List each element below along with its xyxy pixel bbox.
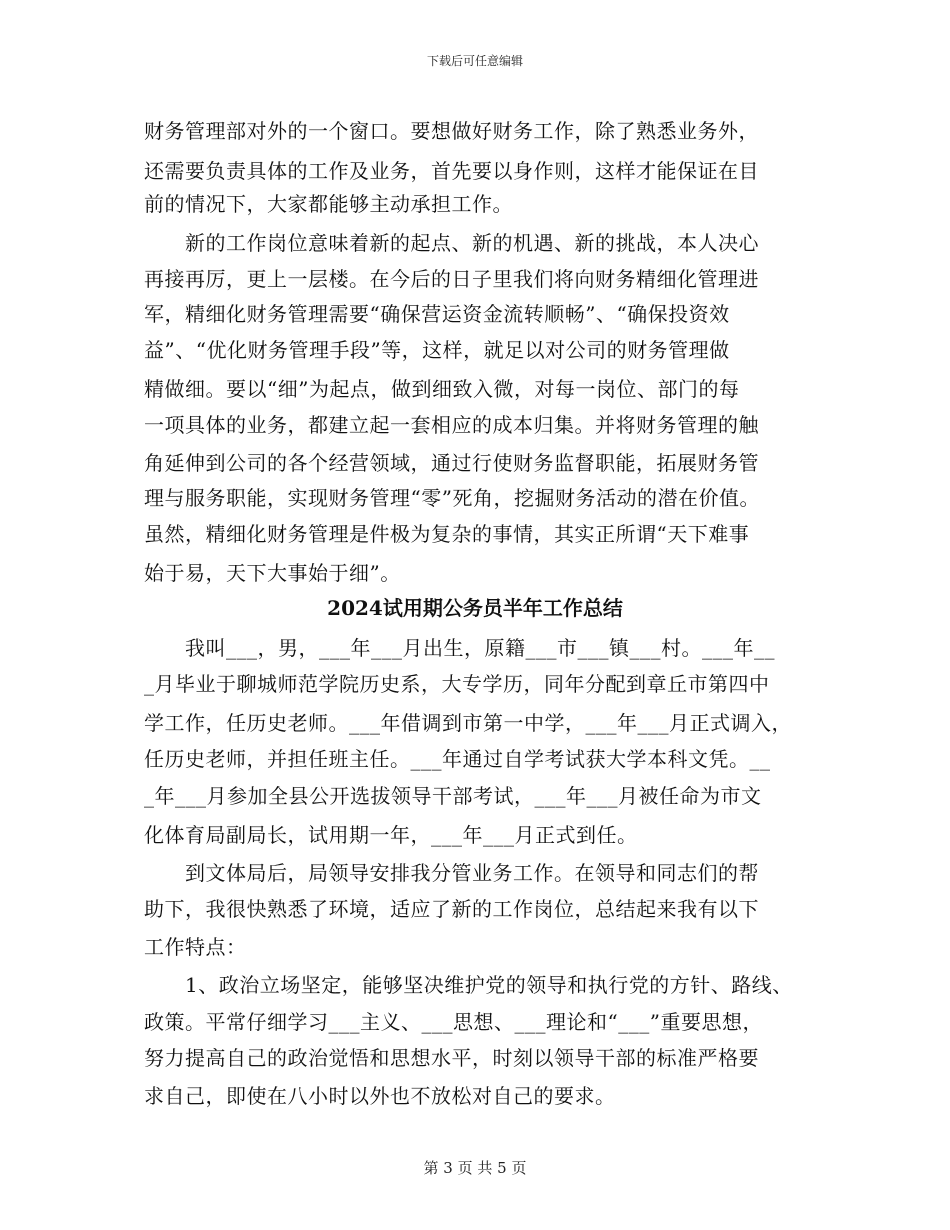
text-line: _月毕业于聊城师范学院历史系，大专学历，同年分配到章丘市第四中 <box>144 672 770 696</box>
page-header: 下载后可任意编辑 <box>426 54 523 68</box>
text-line: 努力提高自己的政治觉悟和思想水平，时刻以领导干部的标准严格要 <box>144 1046 759 1070</box>
text-line: 1、政治立场坚定，能够坚决维护党的领导和执行党的方针、路线、 <box>144 973 793 997</box>
text-line: 学工作，任历史老师。___年借调到市第一中学，___年___月正式调入， <box>144 711 792 735</box>
text-line: 政策。平常仔细学习___主义、___思想、___理论和“___”重要思想， <box>144 1010 763 1034</box>
text-line: 求自己，即使在八小时以外也不放松对自己的要求。 <box>144 1084 616 1108</box>
text-line: 助下，我很快熟悉了环境，适应了新的工作岗位，总结起来我有以下 <box>144 897 759 921</box>
text-line: 我叫___，男，___年___月出生，原籍___市___镇___村。___年__ <box>144 636 775 660</box>
text-line: 精做细。要以“细”为起点，做到细致入微，对每一岗位、部门的每 <box>144 377 740 401</box>
text-line: 还需要负责具体的工作及业务，首先要以身作则，这样才能保证在目 <box>144 159 759 183</box>
section-title: 2024试用期公务员半年工作总结 <box>327 596 623 620</box>
text-line: 益”、“优化财务管理手段”等，这样，就足以对公司的财务管理做 <box>144 338 730 362</box>
text-line: 前的情况下，大家都能够主动承担工作。 <box>144 192 513 216</box>
text-line: 任历史老师，并担任班主任。___年通过自学考试获大学本科文凭。__ <box>144 747 771 771</box>
text-line: 再接再厉，更上一层楼。在今后的日子里我们将向财务精细化管理进 <box>144 267 759 291</box>
page-footer: 第 3 页 共 5 页 <box>423 1159 527 1177</box>
text-line: 一项具体的业务，都建立起一套相应的成本归集。并将财务管理的触 <box>144 413 759 437</box>
text-line: 化体育局副局长，试用期一年，___年___月正式到任。 <box>144 823 638 847</box>
text-line: 财务管理部对外的一个窗口。要想做好财务工作，除了熟悉业务外， <box>144 119 759 143</box>
text-line: 到文体局后，局领导安排我分管业务工作。在领导和同志们的帮 <box>144 861 759 885</box>
text-line: 始于易，天下大事始于细”。 <box>144 561 401 585</box>
text-line: 新的工作岗位意味着新的起点、新的机遇、新的挑战，本人决心 <box>144 231 759 255</box>
text-line: 军，精细化财务管理需要“确保营运资金流转顺畅”、“确保投资效 <box>144 302 730 326</box>
text-line: 虽然，精细化财务管理是件极为复杂的事情，其实正所谓“天下难事 <box>144 522 750 546</box>
text-line: 角延伸到公司的各个经营领域，通过行使财务监督职能，拓展财务管 <box>144 451 759 475</box>
text-line: 工作特点： <box>144 935 247 959</box>
text-line: 理与服务职能，实现财务管理“零”死角，挖掘财务活动的潜在价值。 <box>144 486 760 510</box>
text-line: _年___月参加全县公开选拔领导干部考试，___年___月被任命为市文 <box>144 784 762 808</box>
